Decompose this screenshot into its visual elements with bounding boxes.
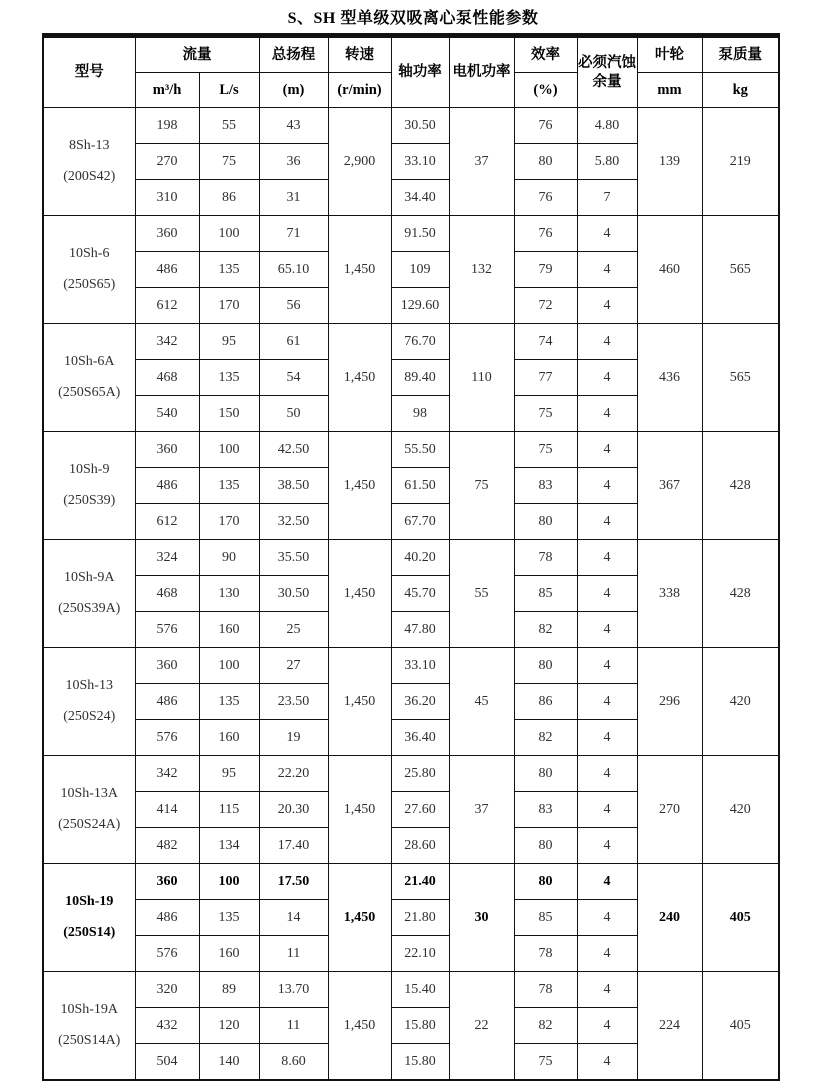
cell-shaft-power: 45.70 xyxy=(391,576,449,612)
cell-efficiency: 86 xyxy=(514,684,577,720)
cell-flow-m3h: 198 xyxy=(135,108,199,144)
cell-efficiency: 80 xyxy=(514,504,577,540)
cell-flow-ls: 160 xyxy=(199,612,259,648)
cell-npsh: 7 xyxy=(577,180,637,216)
table-row xyxy=(43,108,779,144)
cell-motor-power: 22 xyxy=(449,972,514,1081)
header-flow-ls-unit: L/s xyxy=(199,73,259,108)
cell-efficiency: 75 xyxy=(514,396,577,432)
cell-flow-m3h: 342 xyxy=(135,756,199,792)
cell-mass: 428 xyxy=(702,540,779,648)
cell-motor-power: 110 xyxy=(449,324,514,432)
cell-model xyxy=(43,216,135,324)
cell-npsh: 4 xyxy=(577,792,637,828)
header-impeller: 叶轮 xyxy=(637,36,702,73)
model-alt-code: (200S42) xyxy=(63,169,116,184)
cell-npsh: 4 xyxy=(577,1008,637,1044)
model-alt-code: (250S24) xyxy=(63,709,116,724)
cell-shaft-power: 109 xyxy=(391,252,449,288)
cell-shaft-power: 55.50 xyxy=(391,432,449,468)
cell-head: 42.50 xyxy=(259,432,328,468)
cell-flow-ls: 170 xyxy=(199,288,259,324)
cell-flow-ls: 115 xyxy=(199,792,259,828)
cell-efficiency: 80 xyxy=(514,828,577,864)
cell-shaft-power: 98 xyxy=(391,396,449,432)
cell-model xyxy=(43,432,135,540)
cell-flow-m3h: 468 xyxy=(135,576,199,612)
cell-flow-ls: 100 xyxy=(199,648,259,684)
cell-flow-ls: 95 xyxy=(199,756,259,792)
cell-head: 71 xyxy=(259,216,328,252)
cell-shaft-power: 47.80 xyxy=(391,612,449,648)
cell-efficiency: 76 xyxy=(514,216,577,252)
cell-shaft-power: 61.50 xyxy=(391,468,449,504)
header-speed: 转速 xyxy=(328,36,391,73)
cell-flow-ls: 90 xyxy=(199,540,259,576)
header-row-1 xyxy=(43,36,779,73)
cell-npsh: 4 xyxy=(577,756,637,792)
cell-impeller: 338 xyxy=(637,540,702,648)
cell-npsh: 4 xyxy=(577,216,637,252)
cell-motor-power: 37 xyxy=(449,108,514,216)
cell-model xyxy=(43,756,135,864)
cell-efficiency: 82 xyxy=(514,1008,577,1044)
cell-speed: 1,450 xyxy=(328,756,391,864)
cell-model xyxy=(43,108,135,216)
header-head: 总扬程 xyxy=(259,36,328,73)
table-row xyxy=(43,864,779,900)
cell-flow-m3h: 576 xyxy=(135,720,199,756)
cell-npsh: 4 xyxy=(577,360,637,396)
cell-efficiency: 77 xyxy=(514,360,577,396)
cell-shaft-power: 21.80 xyxy=(391,900,449,936)
cell-shaft-power: 22.10 xyxy=(391,936,449,972)
cell-head: 65.10 xyxy=(259,252,328,288)
model-code: 8Sh-13 xyxy=(69,138,110,153)
model-alt-code: (250S14) xyxy=(63,925,116,940)
cell-flow-m3h: 576 xyxy=(135,612,199,648)
cell-shaft-power: 27.60 xyxy=(391,792,449,828)
cell-flow-ls: 150 xyxy=(199,396,259,432)
cell-head: 50 xyxy=(259,396,328,432)
cell-motor-power: 30 xyxy=(449,864,514,972)
cell-head: 56 xyxy=(259,288,328,324)
cell-model xyxy=(43,540,135,648)
cell-flow-m3h: 360 xyxy=(135,864,199,900)
cell-flow-m3h: 612 xyxy=(135,288,199,324)
cell-npsh: 4.80 xyxy=(577,108,637,144)
cell-flow-ls: 120 xyxy=(199,1008,259,1044)
cell-npsh: 4 xyxy=(577,432,637,468)
cell-flow-ls: 160 xyxy=(199,936,259,972)
cell-flow-m3h: 432 xyxy=(135,1008,199,1044)
table-header xyxy=(43,36,779,108)
cell-npsh: 4 xyxy=(577,504,637,540)
table-row xyxy=(43,648,779,684)
cell-efficiency: 78 xyxy=(514,972,577,1008)
cell-motor-power: 132 xyxy=(449,216,514,324)
cell-flow-m3h: 360 xyxy=(135,648,199,684)
cell-flow-ls: 135 xyxy=(199,468,259,504)
cell-flow-ls: 89 xyxy=(199,972,259,1008)
cell-mass: 565 xyxy=(702,324,779,432)
cell-motor-power: 75 xyxy=(449,432,514,540)
cell-impeller: 296 xyxy=(637,648,702,756)
cell-flow-m3h: 360 xyxy=(135,216,199,252)
cell-npsh: 4 xyxy=(577,288,637,324)
cell-flow-m3h: 540 xyxy=(135,396,199,432)
cell-flow-ls: 100 xyxy=(199,864,259,900)
header-model: 型号 xyxy=(43,36,135,108)
cell-efficiency: 85 xyxy=(514,576,577,612)
cell-npsh: 4 xyxy=(577,972,637,1008)
cell-npsh: 5.80 xyxy=(577,144,637,180)
cell-impeller: 367 xyxy=(637,432,702,540)
page-title: S、SH 型单级双吸离心泵性能参数 xyxy=(287,10,539,27)
cell-shaft-power: 34.40 xyxy=(391,180,449,216)
header-speed-unit: (r/min) xyxy=(328,73,391,108)
cell-npsh: 4 xyxy=(577,864,637,900)
cell-head: 27 xyxy=(259,648,328,684)
cell-mass: 428 xyxy=(702,432,779,540)
model-alt-code: (250S39A) xyxy=(58,601,121,616)
header-shaft-power: 轴功率 xyxy=(391,36,449,108)
cell-mass: 420 xyxy=(702,648,779,756)
header-motor-power: 电机功率 xyxy=(449,36,514,108)
cell-npsh: 4 xyxy=(577,252,637,288)
cell-npsh: 4 xyxy=(577,612,637,648)
cell-npsh: 4 xyxy=(577,720,637,756)
header-flow: 流量 xyxy=(135,36,259,73)
model-code: 10Sh-6A xyxy=(63,354,115,369)
cell-flow-ls: 75 xyxy=(199,144,259,180)
cell-shaft-power: 91.50 xyxy=(391,216,449,252)
model-code: 10Sh-9 xyxy=(69,462,110,477)
cell-npsh: 4 xyxy=(577,936,637,972)
cell-flow-ls: 135 xyxy=(199,684,259,720)
header-efficiency: 效率 xyxy=(514,36,577,73)
cell-efficiency: 78 xyxy=(514,936,577,972)
model-code: 10Sh-13A xyxy=(60,786,119,801)
cell-npsh: 4 xyxy=(577,1044,637,1081)
cell-mass: 420 xyxy=(702,756,779,864)
cell-shaft-power: 28.60 xyxy=(391,828,449,864)
cell-shaft-power: 36.20 xyxy=(391,684,449,720)
cell-flow-m3h: 468 xyxy=(135,360,199,396)
cell-flow-ls: 160 xyxy=(199,720,259,756)
cell-flow-m3h: 486 xyxy=(135,468,199,504)
cell-shaft-power: 129.60 xyxy=(391,288,449,324)
cell-mass: 219 xyxy=(702,108,779,216)
cell-shaft-power: 15.40 xyxy=(391,972,449,1008)
cell-head: 11 xyxy=(259,1008,328,1044)
model-alt-code: (250S24A) xyxy=(58,817,121,832)
model-code: 10Sh-19 xyxy=(65,894,114,909)
cell-flow-ls: 135 xyxy=(199,360,259,396)
cell-flow-m3h: 414 xyxy=(135,792,199,828)
cell-head: 8.60 xyxy=(259,1044,328,1081)
cell-flow-m3h: 504 xyxy=(135,1044,199,1081)
cell-shaft-power: 15.80 xyxy=(391,1008,449,1044)
cell-head: 25 xyxy=(259,612,328,648)
cell-efficiency: 83 xyxy=(514,468,577,504)
table-row xyxy=(43,216,779,252)
cell-npsh: 4 xyxy=(577,648,637,684)
model-code: 10Sh-19A xyxy=(60,1002,119,1017)
cell-head: 17.40 xyxy=(259,828,328,864)
model-code: 10Sh-9A xyxy=(63,570,115,585)
cell-impeller: 224 xyxy=(637,972,702,1081)
table-row xyxy=(43,324,779,360)
header-mass: 泵质量 xyxy=(702,36,779,73)
cell-efficiency: 72 xyxy=(514,288,577,324)
cell-speed: 1,450 xyxy=(328,432,391,540)
cell-efficiency: 82 xyxy=(514,720,577,756)
cell-head: 31 xyxy=(259,180,328,216)
cell-efficiency: 83 xyxy=(514,792,577,828)
cell-flow-ls: 170 xyxy=(199,504,259,540)
cell-model xyxy=(43,972,135,1081)
table-row xyxy=(43,540,779,576)
cell-motor-power: 37 xyxy=(449,756,514,864)
table-row xyxy=(43,432,779,468)
cell-npsh: 4 xyxy=(577,576,637,612)
cell-head: 54 xyxy=(259,360,328,396)
cell-efficiency: 79 xyxy=(514,252,577,288)
cell-head: 19 xyxy=(259,720,328,756)
header-head-unit: (m) xyxy=(259,73,328,108)
cell-flow-ls: 95 xyxy=(199,324,259,360)
cell-efficiency: 76 xyxy=(514,180,577,216)
cell-efficiency: 80 xyxy=(514,864,577,900)
header-efficiency-unit: (%) xyxy=(514,73,577,108)
cell-flow-m3h: 482 xyxy=(135,828,199,864)
header-impeller-unit: mm xyxy=(637,73,702,108)
model-alt-code: (250S65) xyxy=(63,277,116,292)
cell-efficiency: 85 xyxy=(514,900,577,936)
cell-speed: 1,450 xyxy=(328,324,391,432)
cell-speed: 1,450 xyxy=(328,540,391,648)
cell-shaft-power: 36.40 xyxy=(391,720,449,756)
cell-model xyxy=(43,648,135,756)
cell-head: 61 xyxy=(259,324,328,360)
cell-impeller: 460 xyxy=(637,216,702,324)
cell-head: 32.50 xyxy=(259,504,328,540)
cell-flow-m3h: 486 xyxy=(135,684,199,720)
cell-efficiency: 74 xyxy=(514,324,577,360)
cell-shaft-power: 33.10 xyxy=(391,144,449,180)
cell-efficiency: 82 xyxy=(514,612,577,648)
cell-efficiency: 80 xyxy=(514,756,577,792)
cell-motor-power: 45 xyxy=(449,648,514,756)
model-alt-code: (250S65A) xyxy=(58,385,121,400)
header-mass-unit: kg xyxy=(702,73,779,108)
cell-shaft-power: 33.10 xyxy=(391,648,449,684)
cell-speed: 1,450 xyxy=(328,864,391,972)
cell-flow-ls: 134 xyxy=(199,828,259,864)
cell-head: 22.20 xyxy=(259,756,328,792)
cell-flow-m3h: 486 xyxy=(135,900,199,936)
table-row xyxy=(43,756,779,792)
cell-flow-m3h: 576 xyxy=(135,936,199,972)
cell-efficiency: 75 xyxy=(514,1044,577,1081)
cell-npsh: 4 xyxy=(577,468,637,504)
cell-head: 36 xyxy=(259,144,328,180)
cell-flow-m3h: 486 xyxy=(135,252,199,288)
cell-npsh: 4 xyxy=(577,828,637,864)
cell-shaft-power: 89.40 xyxy=(391,360,449,396)
cell-head: 43 xyxy=(259,108,328,144)
cell-flow-m3h: 320 xyxy=(135,972,199,1008)
cell-shaft-power: 25.80 xyxy=(391,756,449,792)
cell-flow-ls: 135 xyxy=(199,252,259,288)
cell-flow-m3h: 360 xyxy=(135,432,199,468)
cell-speed: 1,450 xyxy=(328,972,391,1081)
cell-shaft-power: 76.70 xyxy=(391,324,449,360)
cell-flow-m3h: 324 xyxy=(135,540,199,576)
cell-head: 23.50 xyxy=(259,684,328,720)
cell-head: 11 xyxy=(259,936,328,972)
cell-shaft-power: 30.50 xyxy=(391,108,449,144)
cell-efficiency: 76 xyxy=(514,108,577,144)
cell-head: 14 xyxy=(259,900,328,936)
cell-head: 20.30 xyxy=(259,792,328,828)
cell-mass: 565 xyxy=(702,216,779,324)
cell-flow-m3h: 612 xyxy=(135,504,199,540)
model-alt-code: (250S14A) xyxy=(58,1033,121,1048)
model-code: 10Sh-6 xyxy=(69,246,110,261)
cell-flow-ls: 135 xyxy=(199,900,259,936)
cell-npsh: 4 xyxy=(577,684,637,720)
cell-model xyxy=(43,324,135,432)
table-row xyxy=(43,972,779,1008)
cell-head: 13.70 xyxy=(259,972,328,1008)
cell-head: 17.50 xyxy=(259,864,328,900)
cell-speed: 1,450 xyxy=(328,216,391,324)
cell-head: 35.50 xyxy=(259,540,328,576)
cell-efficiency: 75 xyxy=(514,432,577,468)
cell-impeller: 436 xyxy=(637,324,702,432)
pump-performance-table xyxy=(42,33,780,1081)
cell-head: 30.50 xyxy=(259,576,328,612)
cell-shaft-power: 40.20 xyxy=(391,540,449,576)
cell-efficiency: 80 xyxy=(514,648,577,684)
cell-speed: 1,450 xyxy=(328,648,391,756)
cell-flow-ls: 55 xyxy=(199,108,259,144)
cell-speed: 2,900 xyxy=(328,108,391,216)
cell-efficiency: 80 xyxy=(514,144,577,180)
cell-mass: 405 xyxy=(702,972,779,1081)
cell-shaft-power: 67.70 xyxy=(391,504,449,540)
cell-model xyxy=(43,864,135,972)
header-flow-m3h-unit: m³/h xyxy=(135,73,199,108)
cell-npsh: 4 xyxy=(577,324,637,360)
cell-flow-ls: 130 xyxy=(199,576,259,612)
cell-impeller: 240 xyxy=(637,864,702,972)
model-code: 10Sh-13 xyxy=(65,678,113,693)
cell-impeller: 139 xyxy=(637,108,702,216)
cell-efficiency: 78 xyxy=(514,540,577,576)
cell-npsh: 4 xyxy=(577,900,637,936)
cell-flow-m3h: 270 xyxy=(135,144,199,180)
cell-shaft-power: 21.40 xyxy=(391,864,449,900)
cell-npsh: 4 xyxy=(577,396,637,432)
cell-flow-ls: 86 xyxy=(199,180,259,216)
cell-flow-m3h: 310 xyxy=(135,180,199,216)
header-npsh: 必须汽蚀余量 xyxy=(577,36,637,108)
page xyxy=(0,5,826,1069)
model-alt-code: (250S39) xyxy=(63,493,116,508)
cell-motor-power: 55 xyxy=(449,540,514,648)
cell-flow-ls: 100 xyxy=(199,432,259,468)
cell-head: 38.50 xyxy=(259,468,328,504)
cell-shaft-power: 15.80 xyxy=(391,1044,449,1081)
table-body xyxy=(43,108,779,1081)
cell-flow-m3h: 342 xyxy=(135,324,199,360)
cell-flow-ls: 140 xyxy=(199,1044,259,1081)
cell-impeller: 270 xyxy=(637,756,702,864)
cell-npsh: 4 xyxy=(577,540,637,576)
cell-mass: 405 xyxy=(702,864,779,972)
cell-flow-ls: 100 xyxy=(199,216,259,252)
